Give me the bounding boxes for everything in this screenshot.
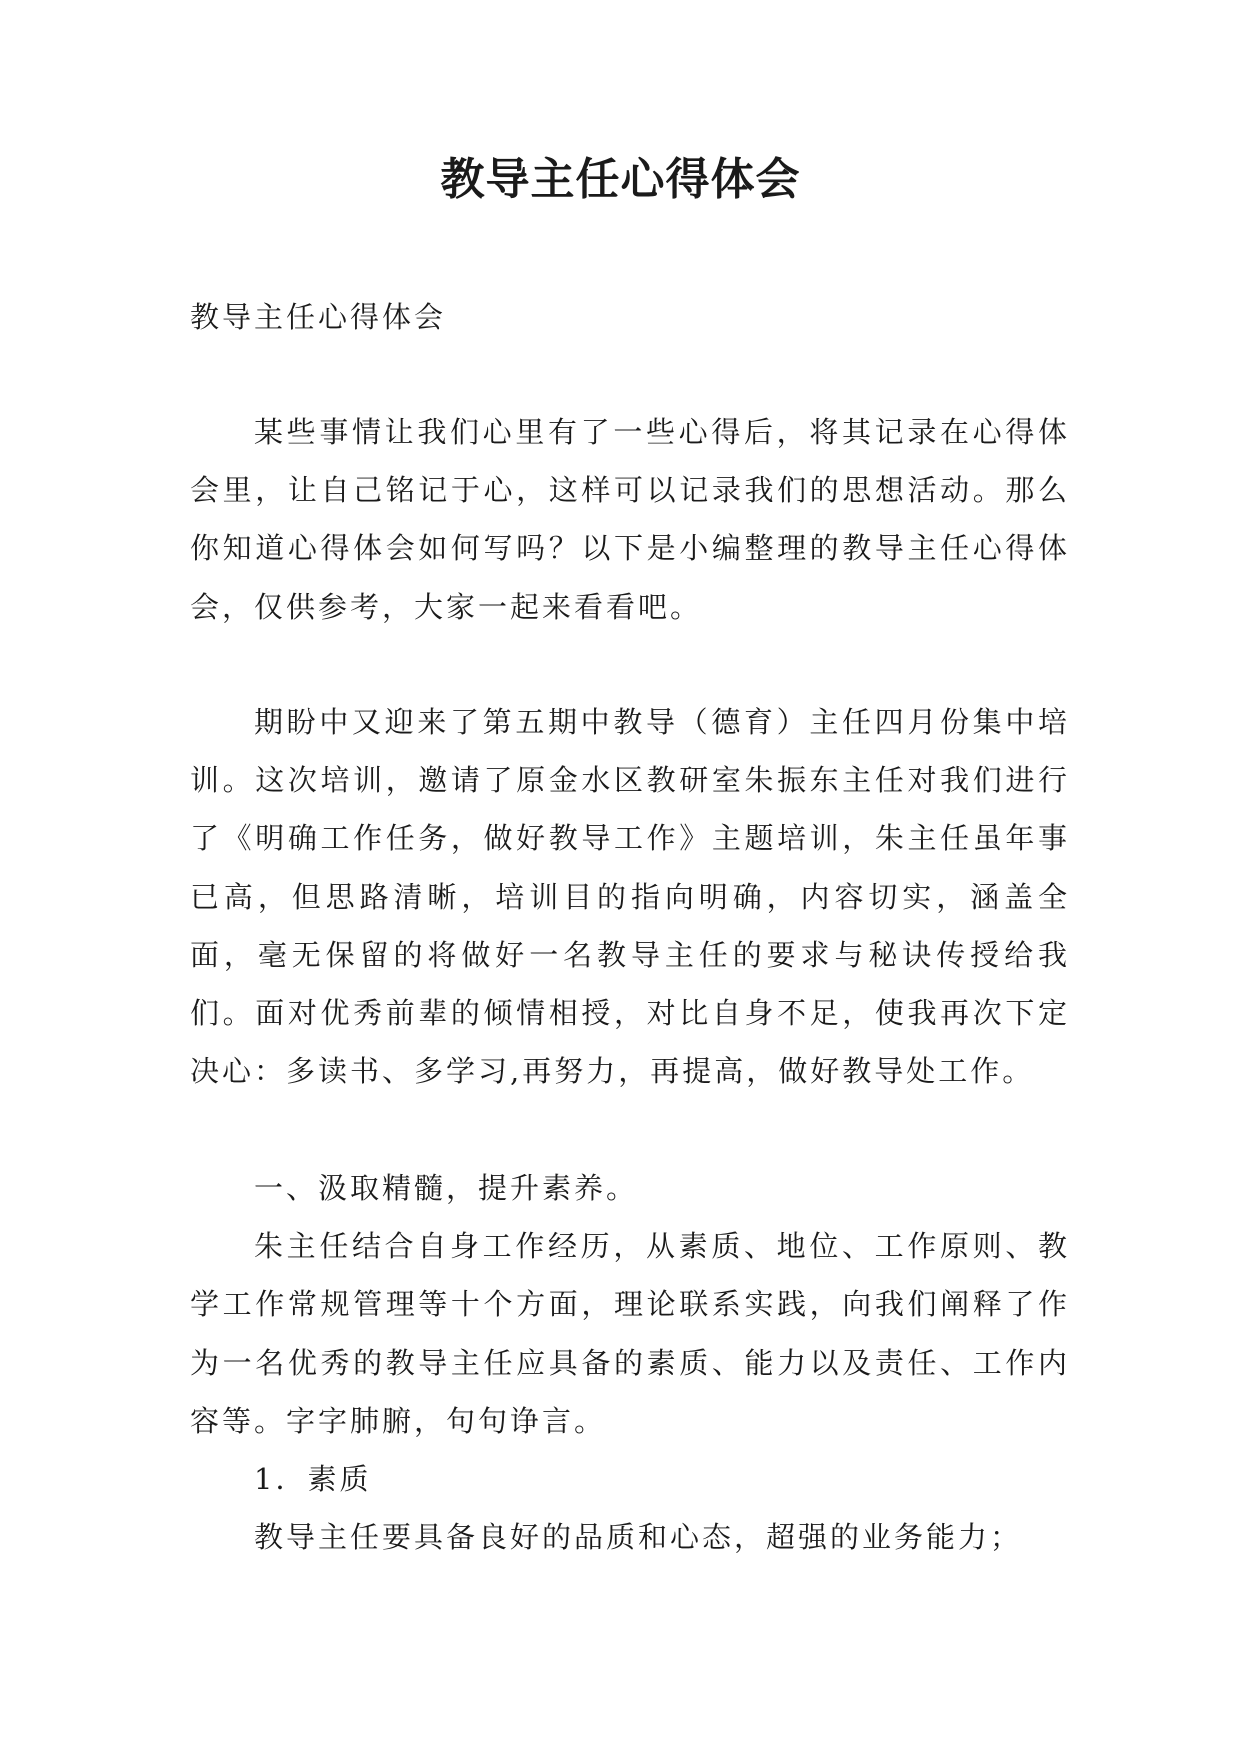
summary-paragraph: 朱主任结合自身工作经历，从素质、地位、工作原则、教学工作常规管理等十个方面，理论联系实践，向我们阐释了作为一名优秀的教导主任应具备的素质、能力以及责任、工作内容等。字字肺腑，句句诤言。 (190, 1229, 1070, 1438)
list-item-heading: 1．素质 (254, 1462, 372, 1497)
section-one (190, 1159, 1070, 1566)
training-paragraph: 期盼中又迎来了第五期中教导（德育）主任四月份集中培训。这次培训，邀请了原金水区教研室朱振东主任对我们进行了《明确工作任务，做好教导工作》主题培训，朱主任虽年事已高，但思路清晰，培训目的指向明确，内容切实，涵盖全面，毫无保留的将做好一名教导主任的要求与秘诀传授给我们。面对优秀前辈的倾情相授，对比自身不足，使我再次下定决心：多读书、多学习,再努力，再提高，做好教导处工作。 (190, 705, 1070, 1089)
quality-paragraph: 教导主任要具备良好的品质和心态，超强的业务能力； (254, 1520, 1023, 1555)
document-subtitle: 教导主任心得体会 (190, 300, 447, 334)
intro-paragraph: 某些事情让我们心里有了一些心得后，将其记录在心得体会里，让自己铭记于心，这样可以记录我们的思想活动。那么你知道心得体会如何写吗？以下是小编整理的教导主任心得体会，仅供参考，大家一起来看看吧。 (190, 415, 1070, 624)
document-title: 教导主任心得体会 (440, 154, 801, 205)
section-heading: 一、汲取精髓，提升素养。 (254, 1171, 639, 1205)
